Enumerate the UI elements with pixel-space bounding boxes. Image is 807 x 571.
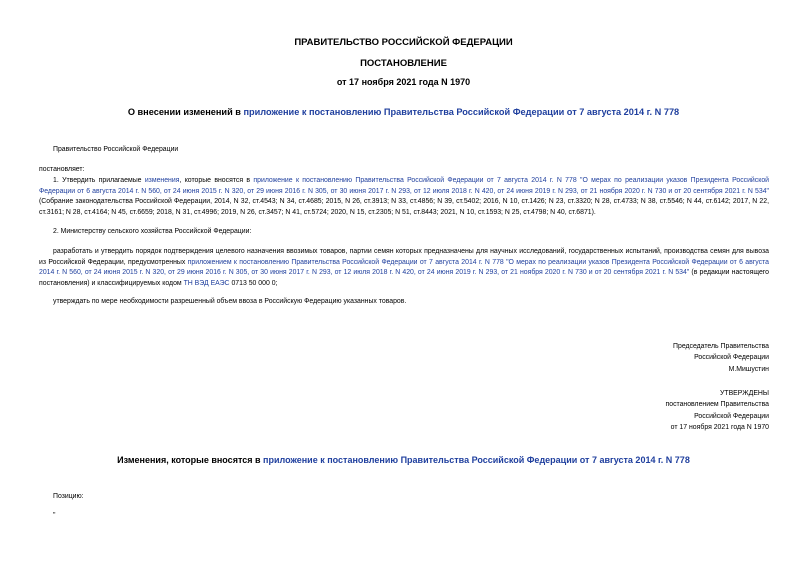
position-label: Позицию:: [53, 493, 84, 500]
p1-text-1: 1. Утвердить прилагаемые: [53, 177, 145, 184]
approved-org: Российской Федерации: [694, 412, 769, 420]
paragraph-4: утверждать по мере необходимости разрешенный объем ввоза в Российскую Федерацию указанных товаров.: [53, 298, 407, 305]
document-type-heading: ПОСТАНОВЛЕНИЕ: [360, 58, 447, 69]
p3-text-3: 0713 50 000 0;: [229, 280, 278, 288]
signature-title: Председатель Правительства: [673, 343, 769, 350]
signature-org: Российской Федерации: [694, 354, 769, 362]
signature-name: М.Мишустин: [728, 365, 769, 373]
approved-date: от 17 ноября 2021 года N 1970: [670, 424, 769, 432]
document-subject: [0, 107, 807, 117]
government-label: Правительство Российской Федерации: [53, 146, 179, 153]
changes-title-prefix: Изменения, которые вносятся в: [117, 455, 264, 465]
paragraph-1: [39, 176, 769, 219]
quote-mark: ": [53, 512, 56, 519]
approved-by: постановлением Правительства: [665, 401, 769, 409]
p1-text-2: , которые вносятся в: [179, 177, 254, 184]
appendix-778-link[interactable]: приложением к постановлению Правительства Российской Федерации от 7 августа 2014 г. N 778 "О мерах по реализации указов Президента Российской Федерации от 6 августа 2014 г. N 560, от 24 июня 2015 г. N 320, от 29 июня 2016 г. N 305, от 30 июня 2017 г. N 293, от 12 июля 2018 г. N 420, от 24 июня 2019 г. N 293, от 21 ноября 2020 г. N 730 и от 20 сентября 2021 г. N 534": [39, 258, 769, 277]
p3-text-2: (в редакции настоящего постановления) и классифицируемых кодом: [39, 269, 769, 288]
subject-link[interactable]: приложение к постановлению Правительства Российской Федерации от 7 августа 2014 г. N 778: [243, 107, 680, 117]
p3-text-1: разработать и утвердить порядок подтверждения целевого назначения ввозимых товаров, партии семян которых предназначены для научных исследований, государственных испытаний, производства семян для вывоза из Российской Федерации, предусмотренных: [39, 248, 769, 266]
government-heading: ПРАВИТЕЛЬСТВО РОССИЙСКОЙ ФЕДЕРАЦИИ: [294, 37, 513, 48]
subject-prefix: О внесении изменений в: [127, 107, 244, 117]
decree-778-link[interactable]: приложение к постановлению Правительства Российской Федерации от 7 августа 2014 г. N 778 "О мерах по реализации указов Президента Российской Федерации от 6 августа 2014 г. N 560, от 24 июня 2015 г. N 320, от 29 июня 2016 г. N 305, от 30 июня 2017 г. N 293, от 12 июля 2018 г. N 420, от 24 июня 2019 г. N 293, от 21 ноября 2020 г. N 730 и от 20 сентября 2021 г. N 534": [39, 177, 770, 195]
paragraph-2: 2. Министерству сельского хозяйства Российской Федерации:: [53, 228, 252, 235]
changes-title: [0, 455, 807, 465]
signature-block: [673, 341, 769, 375]
p1-text-3: (Собрание законодательства Российской Федерации, 2014, N 32, ст.4543; N 34, ст.4685; 2015, N 26, ст.3913; N 33, ст.4856; N 39, ст.5402; 2016, N 10, ст.1426; N 23, ст.3320; N 28, ст.4733; N 38, ст.5546; N 44, ст.6142; 2017, N 22, ст.3161; N 28, ст.4164; N 45, ст.6659; 2018, N 31, ст.4996; 2019, N 26, ст.3457; N 41, ст.5724; 2020, N 15, ст.2305; N 51, ст.8443; 2021, N 10, ст.1593; N 25, ст.4798; N 40, ст.6871).: [39, 198, 769, 217]
tnved-link[interactable]: ТН ВЭД ЕАЭС: [183, 280, 230, 288]
decrees-label: постановляет:: [39, 166, 85, 173]
approved-label: УТВЕРЖДЕНЫ: [720, 390, 769, 397]
changes-link[interactable]: изменения: [144, 177, 180, 184]
changes-title-link[interactable]: приложение к постановлению Правительства Российской Федерации от 7 августа 2014 г. N 778: [263, 455, 690, 465]
approved-block: [666, 388, 770, 434]
document-date-number: от 17 ноября 2021 года N 1970: [336, 77, 471, 87]
paragraph-3: [39, 247, 769, 290]
